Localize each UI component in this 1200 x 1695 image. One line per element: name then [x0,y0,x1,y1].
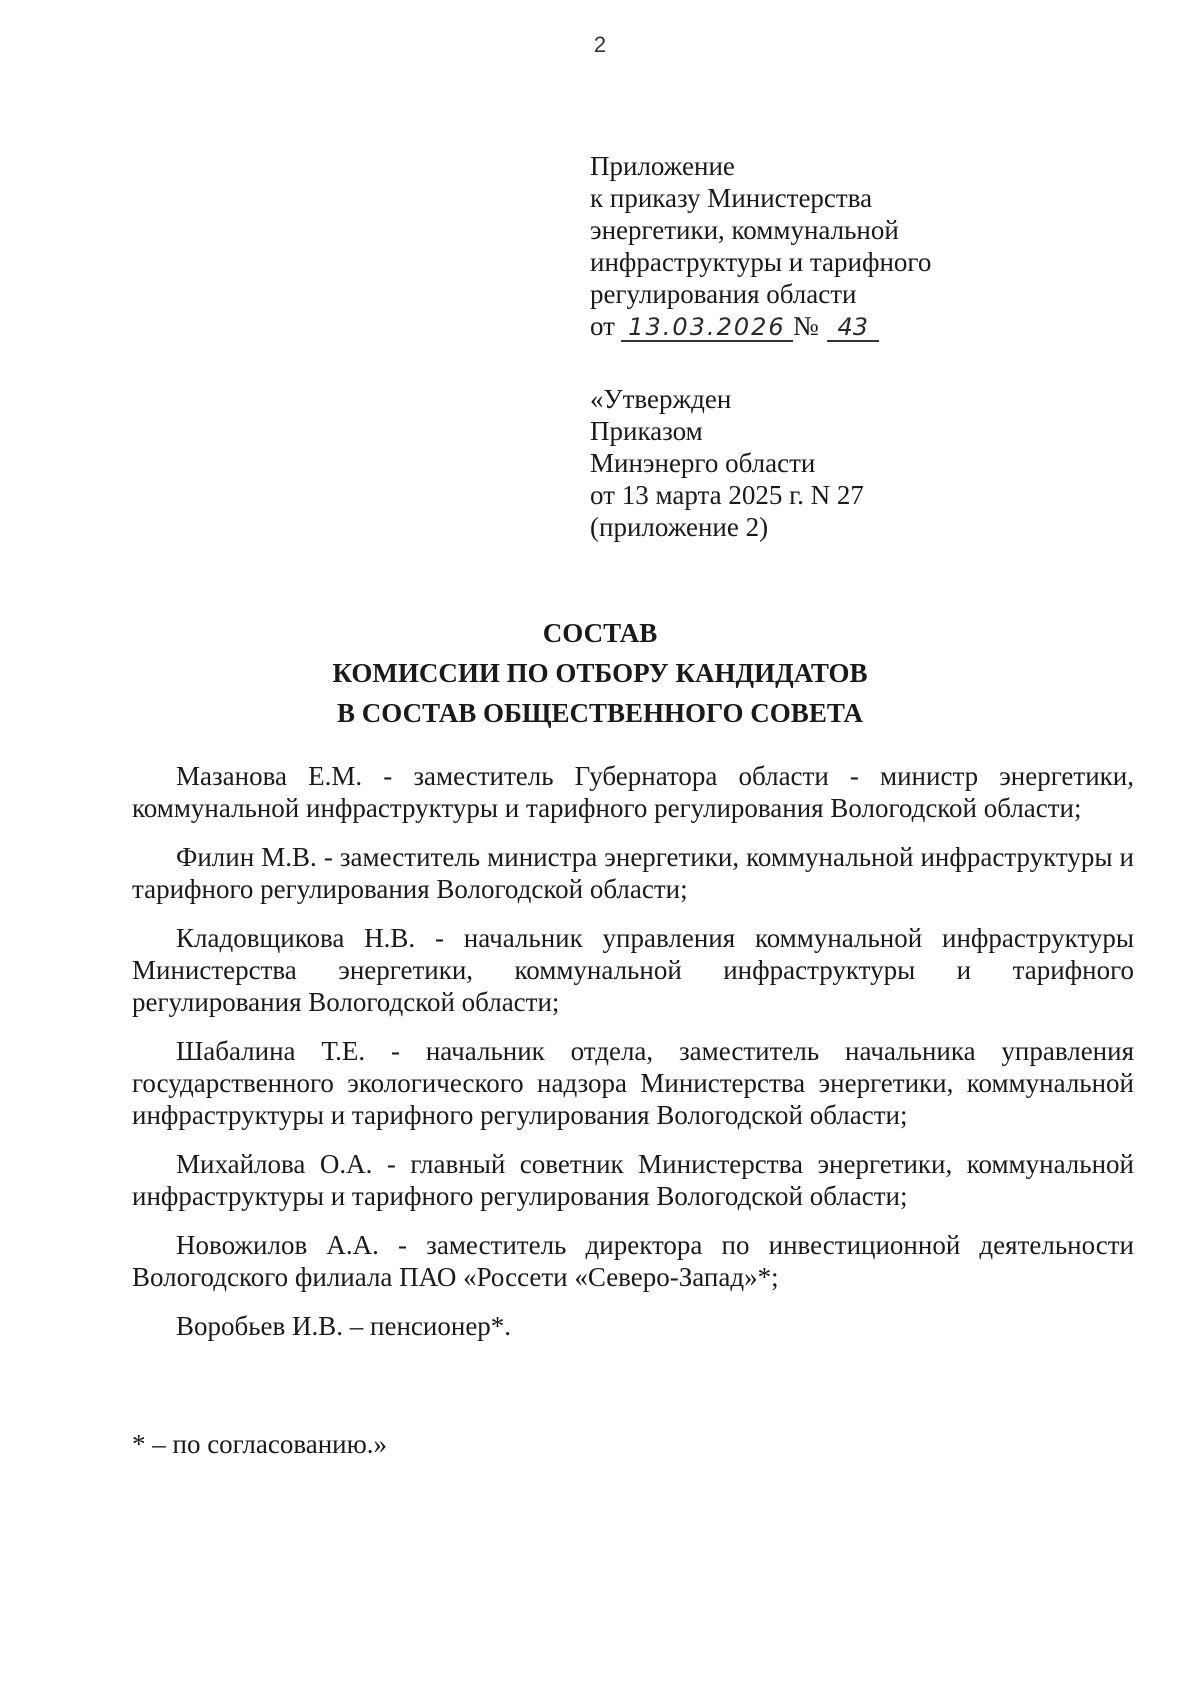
member-entry: Кладовщикова Н.В. - начальник управления коммунальной инфраструктуры Министерства энергетики, коммунальной инфраструктуры и тарифного регулирования Вологодской области; [132,923,1134,1017]
appendix-line: энергетики, коммунальной [590,215,899,245]
appendix-line: регулирования области [590,279,857,309]
member-entry: Михайлова О.А. - главный советник Министерства энергетики, коммунальной инфраструктуры и тарифного регулирования Вологодской области; [132,1149,1134,1211]
heading-line: В СОСТАВ ОБЩЕСТВЕННОГО СОВЕТА [337,698,863,728]
approved-line: (приложение 2) [590,512,769,542]
appendix-line: Приложение [590,151,735,181]
approved-line: «Утвержден [590,384,732,414]
member-entry: Мазанова Е.М. - заместитель Губернатора области - министр энергетики, коммунальной инфраструктуры и тарифного регулирования Вологодской области; [132,761,1134,823]
heading-line: КОМИССИИ ПО ОТБОРУ КАНДИДАТОВ [332,658,868,688]
footnote: * – по согласованию.» [132,1429,388,1459]
appendix-line: инфраструктуры и тарифного [590,247,932,277]
heading-line: СОСТАВ [542,618,658,648]
approved-line: от 13 марта 2025 г. N 27 [590,480,864,510]
appendix-date-line [590,310,931,342]
appendix-block [590,150,931,342]
member-entry: Шабалина Т.Е. - начальник отдела, заместитель начальника управления государственного экологического надзора Министерства энергетики, коммунальной инфраструктуры и тарифного регулирования Вологодской области; [132,1036,1134,1130]
member-entry: Воробьев И.В. – пенсионер*. [176,1311,512,1341]
members-list [132,760,1134,1359]
page-number: 2 [593,32,607,57]
date-prefix: от [590,311,615,341]
number-sign: № [792,311,819,341]
document-heading [0,613,1200,733]
handwritten-date: 13.03.2026 [621,314,793,342]
appendix-line: к приказу Министерства [590,183,873,213]
approved-line: Минэнерго области [590,448,816,478]
member-entry: Новожилов А.А. - заместитель директора по инвестиционной деятельности Вологодского филиала ПАО «Россети «Северо-Запад»*; [132,1230,1134,1292]
handwritten-number: 43 [827,314,879,342]
approved-block [590,383,864,543]
approved-line: Приказом [590,416,703,446]
member-entry: Филин М.В. - заместитель министра энергетики, коммунальной инфраструктуры и тарифного регулирования Вологодской области; [132,842,1134,904]
